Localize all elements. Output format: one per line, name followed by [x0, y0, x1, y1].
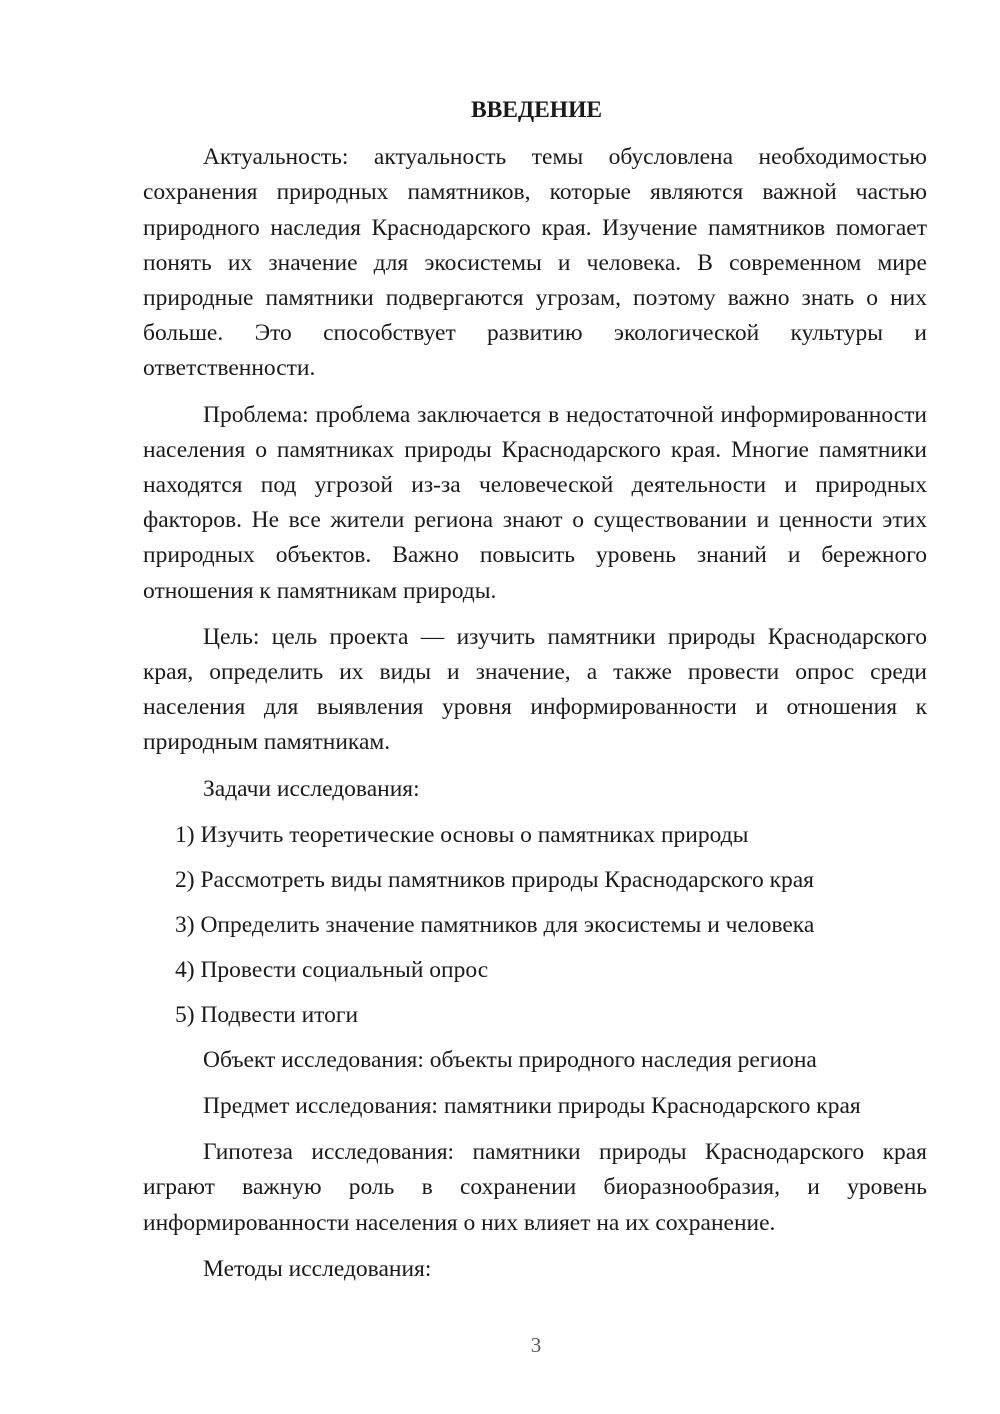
- methods-paragraph: Методы исследования:: [203, 1255, 432, 1282]
- task-item: 5) Подвести итоги: [175, 1001, 359, 1028]
- subject-paragraph: Предмет исследования: памятники природы Краснодарского края: [203, 1093, 861, 1120]
- task-item: 2) Рассмотреть виды памятников природы Краснодарского края: [175, 866, 814, 893]
- hypothesis-paragraph: Гипотеза исследования: памятники природы Краснодарского края играют важную роль в сохранении биоразнообразия, и уровень информированности населения о них влияет на их сохранение.: [143, 1139, 927, 1236]
- task-item: 1) Изучить теоретические основы о памятниках природы: [175, 821, 749, 848]
- goal-paragraph: Цель: цель проекта — изучить памятники природы Краснодарского края, определить их виды и значение, а также провести опрос среди населения для выявления уровня информированности и отношения к природным памятникам.: [143, 623, 927, 756]
- relevance-paragraph: Актуальность: актуальность темы обусловлена необходимостью сохранения природных памятников, которые являются важной частью природного наследия Краснодарского края. Изучение памятников помогает понять их значение для экосистемы и человека. В современном мире природные памятники подвергаются угрозам, поэтому важно знать о них больше. Это способствует развитию экологической культуры и ответственности.: [143, 144, 927, 382]
- section-heading: ВВЕДЕНИЕ: [470, 97, 603, 123]
- object-paragraph: Объект исследования: объекты природного наследия региона: [203, 1046, 817, 1073]
- task-item: 4) Провести социальный опрос: [175, 956, 489, 983]
- problem-paragraph: Проблема: проблема заключается в недостаточной информированности населения о памятниках природы Краснодарского края. Многие памятники находятся под угрозой из-за человеческой деятельности и природных факторов. Не все жители региона знают о существовании и ценности этих природных объектов. Важно повысить уровень знаний и бережного отношения к памятникам природы.: [143, 401, 927, 604]
- page-number: 3: [530, 1333, 542, 1357]
- task-item: 3) Определить значение памятников для экосистемы и человека: [175, 911, 815, 938]
- tasks-list: [143, 818, 927, 1033]
- page-content: [143, 93, 927, 1298]
- tasks-intro: Задачи исследования:: [203, 775, 420, 802]
